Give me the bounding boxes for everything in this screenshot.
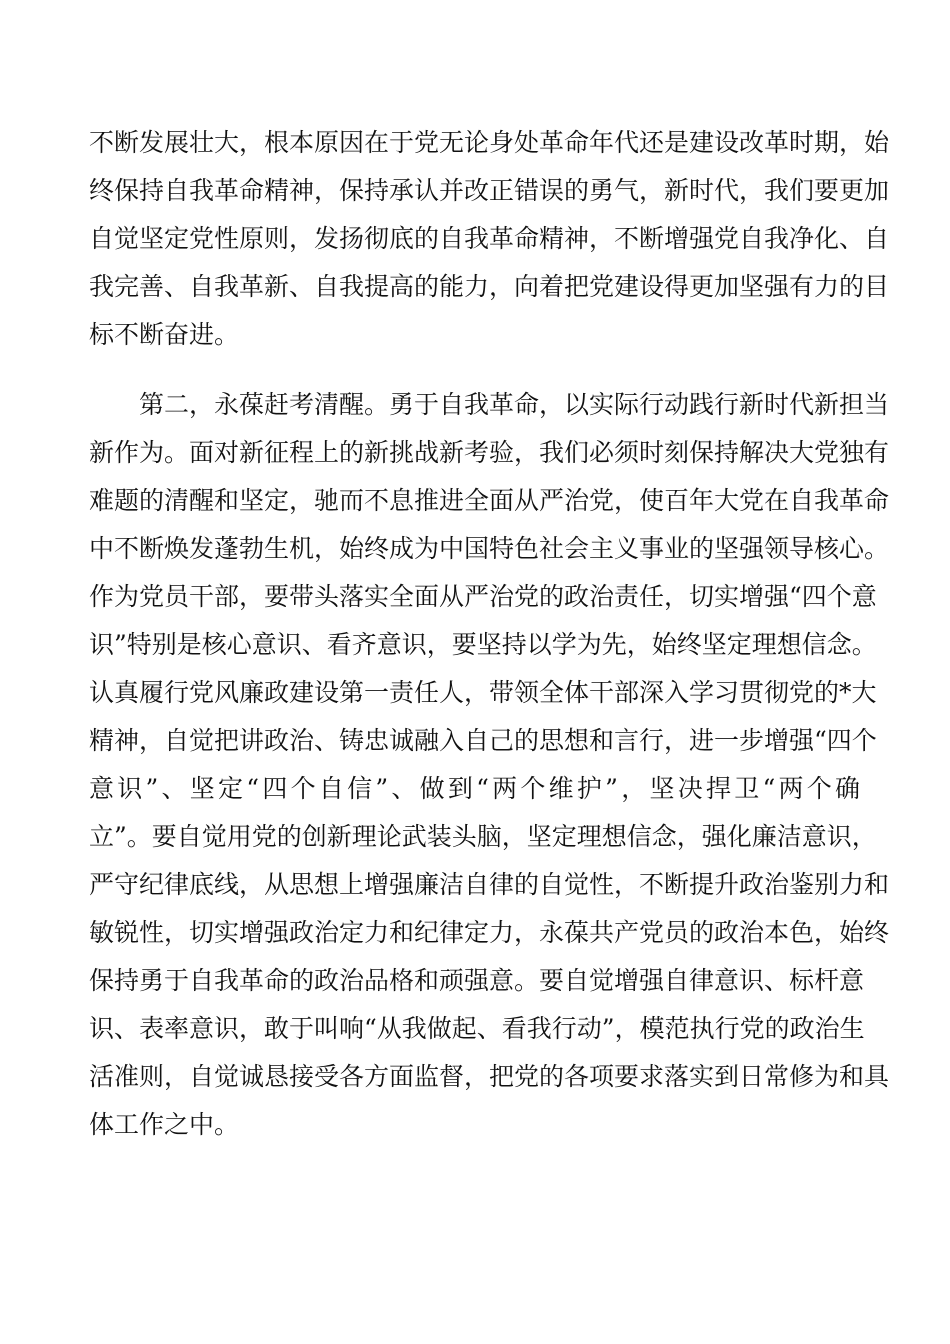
- text-line: 立”。要自觉用党的创新理论武装头脑，坚定理想信念，强化廉洁意识，: [89, 822, 877, 851]
- text-line: 意识”、坚定“四个自信”、做到“两个维护”，坚决捍卫“两个确: [89, 774, 860, 803]
- text-line: 严守纪律底线，从思想上增强廉洁自律的自觉性，不断提升政治鉴别力和: [89, 870, 890, 899]
- text-line: 我完善、自我革新、自我提高的能力，向着把党建设得更加坚强有力的目: [89, 272, 890, 301]
- text-line: 作为党员干部，要带头落实全面从严治党的政治责任，切实增强“四个意: [89, 582, 877, 611]
- text-line: 新作为。面对新征程上的新挑战新考验，我们必须时刻保持解决大党独有: [89, 438, 890, 467]
- text-line: 第二，永葆赶考清醒。勇于自我革命，以实际行动践行新时代新担当: [89, 390, 890, 419]
- text-line: 保持勇于自我革命的政治品格和顽强意。要自觉增强自律意识、标杆意: [89, 966, 865, 995]
- text-line: 敏锐性，切实增强政治定力和纪律定力，永葆共产党员的政治本色，始终: [89, 918, 890, 947]
- paragraph-gap: [89, 370, 860, 392]
- text-line: 中不断焕发蓬勃生机，始终成为中国特色社会主义事业的坚强领导核心。: [89, 534, 890, 563]
- text-line: 认真履行党风廉政建设第一责任人，带领全体干部深入学习贯彻党的*大: [89, 678, 877, 707]
- text-line: 识、表率意识，敢于叫响“从我做起、看我行动”，模范执行党的政治生: [89, 1014, 865, 1043]
- text-line: 终保持自我革命精神，保持承认并改正错误的勇气，新时代，我们要更加: [89, 176, 890, 205]
- text-line: 精神，自觉把讲政治、铸忠诚融入自己的思想和言行，进一步增强“四个: [89, 726, 877, 755]
- text-line: 自觉坚定党性原则，发扬彻底的自我革命精神，不断增强党自我净化、自: [89, 224, 890, 253]
- text-line: 不断发展壮大，根本原因在于党无论身处革命年代还是建设改革时期，始: [89, 128, 890, 157]
- text-line: 标不断奋进。: [89, 320, 240, 349]
- text-line: 难题的清醒和坚定，驰而不息推进全面从严治党，使百年大党在自我革命: [89, 486, 890, 515]
- text-line: 活准则，自觉诚恳接受各方面监督，把党的各项要求落实到日常修为和具: [89, 1062, 890, 1091]
- text-line: 识”特别是核心意识、看齐意识，要坚持以学为先，始终坚定理想信念。: [89, 630, 877, 659]
- paragraph-2: [89, 390, 890, 1139]
- text-line: 体工作之中。: [89, 1110, 240, 1139]
- body-text: [89, 128, 890, 1160]
- paragraph-1: [89, 128, 890, 349]
